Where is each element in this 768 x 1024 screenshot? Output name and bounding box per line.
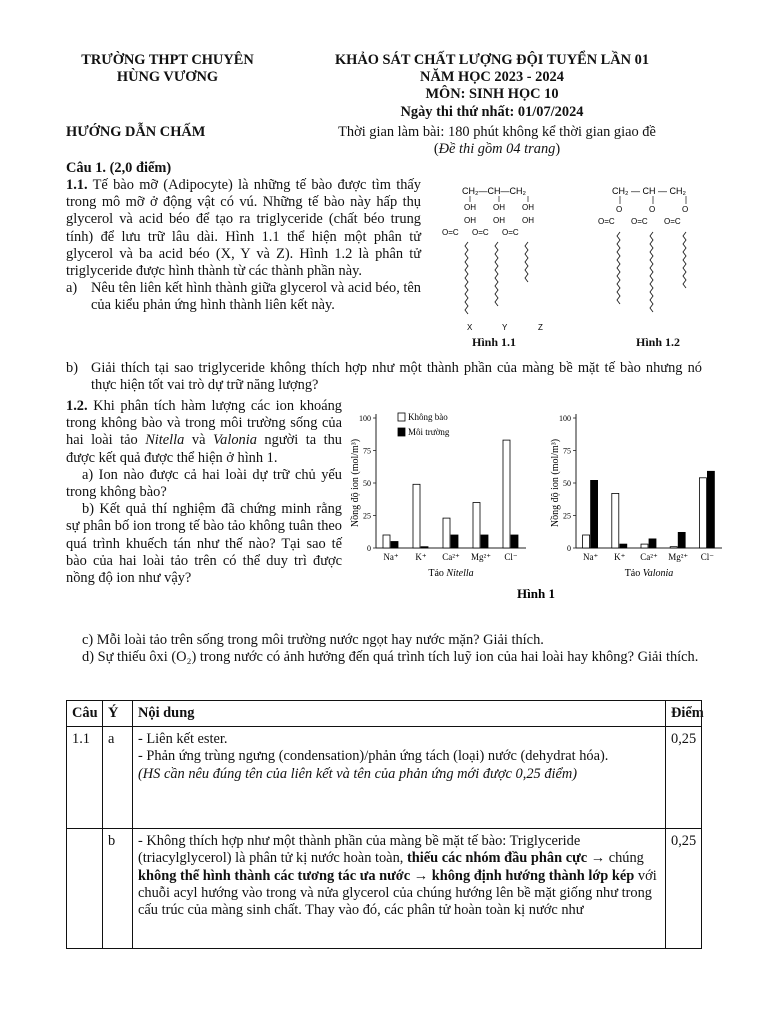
fig12-ester-3: O=C [664,217,681,226]
y-tick-label: 100 [359,414,371,423]
bar-vacuole [473,503,480,549]
y-tick-label: 0 [567,544,571,553]
row2-text-1: - Không thích hợp như một thành phần của màng bề mặt tế bào: Triglyceride (triacylglycerol) là phân tử kị nước hoàn toàn, [138,833,581,867]
legend-label-vacuole: Không bào [408,412,448,422]
y-tick-label: 50 [563,479,571,488]
y-tick-label: 75 [363,446,371,456]
subject: MÔN: SINH HỌC 10 [425,86,559,103]
species-nitella: Nitella [145,432,185,449]
x-tick-label: Ca²⁺ [640,552,658,562]
table-header-row [67,701,702,727]
figure-1-2-caption: Hình 1.2 [636,335,681,349]
question-1-2-c: c) Mỗi loài tảo trên sống trong môi trường nước ngọt hay nước mặn? Giải thích. [82,632,544,648]
bar-vacuole [583,535,590,548]
chart-title: Hình 1 [517,586,555,601]
fig12-ester-1: O=C [598,217,615,226]
header-cau: Câu [67,701,103,727]
x-tick-label: K⁺ [415,552,427,562]
question-1-1-number: 1.1. [66,177,88,193]
option-b-label: b) [66,360,78,376]
fig11-oh-3: OH [522,203,534,212]
row2-content [133,829,666,949]
fig12-glycerol: CH₂ — CH — CH₂ [612,186,686,196]
row2-bold-3: không định hướng thành lớp kép [431,867,635,884]
fig11-oh-5: OH [493,216,505,225]
question-1-2-text-1: Khi phân tích hàm lượng các ion khoáng trong không bào và trong môi trường sống của hai loài tảo [66,398,342,449]
question-1-2-cd [66,632,702,666]
legend-swatch-vacuole [398,413,405,421]
row2-y: b [103,829,133,949]
school-year: NĂM HỌC 2023 - 2024 [420,69,564,86]
row1-score: 0,25 [666,727,702,829]
option-a-label: a) [66,280,78,297]
pages-note-text: Đề thi gồm 04 trang [438,141,556,158]
school-name-line1: TRƯỜNG THPT CHUYÊN [81,52,254,68]
row2-bold-1: thiếu các nhóm đầu phân cực [406,850,588,867]
row1-line1: - Liên kết ester. [138,731,228,748]
question-1-2 [66,398,342,587]
bar-vacuole [443,518,450,548]
fig11-oh-4: OH [464,216,476,225]
question-1-1 [66,177,421,315]
y-tick-label: 50 [363,479,371,488]
exam-title: KHẢO SÁT CHẤT LƯỢNG ĐỘI TUYỂN LẦN 01 [334,52,650,68]
y-tick-label: 25 [363,511,371,521]
row1-cau: 1.1 [67,727,103,829]
bar-vacuole [641,544,648,548]
x-tick-label: Cl⁻ [504,552,518,562]
fig11-cooh-2: O=C [472,228,489,237]
question-1-2-number: 1.2. [66,398,88,414]
bar-environment [391,542,398,549]
question-1-1-b [66,360,702,394]
svg-text:O: O [649,205,656,214]
ion-concentration-chart [346,400,726,606]
bar-environment [591,480,598,548]
question-1-1-body: Tế bào mỡ (Adipocyte) là những tế bào được tìm thấy trong mô mỡ ở động vật có vú. Những tế bào này hấp thụ glycerol và acid béo để tạo ra triglyceride (chất béo trung tính) để lưu trữ lâu dài. Hình 1.1 thể hiện một phân tử glycerol và ba acid béo (X, Y và Z). Hình 1.2 là phân tử triglyceride được hình thành từ các thành phần này. [66,177,421,280]
legend-swatch-environment [398,428,405,436]
bar-vacuole [699,478,706,548]
bar-environment [620,544,627,548]
row2-text-4: với chuỗi acyl hướng vào trong và nửa glycerol của chúng hướng lên bề mặt giống như trong cấu trúc của màng sinh chất. Thay vào đó, các phân tử hoàn toàn kị nước như [138,867,657,919]
duration-block [294,124,700,158]
fig12-acyl-chains [617,232,686,312]
school-block [60,52,275,86]
bar-vacuole [413,484,420,548]
answer-table [66,700,702,949]
row1-y: a [103,727,133,829]
option-a-text: Nêu tên liên kết hình thành giữa glycerol và acid béo, tên của kiểu phản ứng hình thành liên kết này. [91,280,421,314]
x-axis-label: Tảo Nitella [428,568,474,579]
exam-block [292,52,692,121]
x-tick-label: Mg²⁺ [668,552,689,562]
x-axis-species: Valonia [642,568,674,579]
question-1-1-a [66,280,421,314]
row1-note: (HS cần nêu đúng tên của liên kết và tên của phản ứng mới được 0,25 điểm) [138,765,578,782]
species-valonia: Valonia [212,432,257,449]
conj-and: và [191,432,206,449]
legend-label-environment: Môi trường [408,427,450,437]
x-tick-label: Na⁺ [383,552,399,562]
row1-content [133,727,666,829]
header-content: Nội dung [133,701,666,727]
svg-text:O: O [616,205,623,214]
bar-environment [511,535,518,548]
bar-environment [451,535,458,548]
header-score: Điểm [666,701,702,727]
question-1-2-text-2: người ta thu được kết quả được thể hiện ở hình 1. [66,432,342,466]
fig11-label-x: X [467,323,473,332]
bar-vacuole [612,493,619,548]
row2-score: 0,25 [666,829,702,949]
fig11-oh-1: OH [464,203,476,212]
bar-environment [421,547,428,548]
bar-vacuole [670,547,677,548]
option-b-row [66,360,702,394]
fig11-cooh-1: O=C [442,228,459,237]
row2-text-3: → [410,867,432,884]
question-1-2-b: b) Kết quả thí nghiệm đã chứng minh rằng sự phân bố ion trong tế bào tảo không tuân theo quá trình khuếch tán như thế nào? Tại sao tế bào của hai loài tảo trên có thể duy trì được nồng độ ion như vậy? [66,501,342,587]
y-tick-label: 0 [367,544,371,553]
figure-1-2 [598,180,708,340]
fig11-fatty-acid-chains [465,242,528,314]
y-tick-label: 100 [559,414,571,423]
fig11-oh-2: OH [493,203,505,212]
x-axis-species: Nitella [446,568,474,579]
x-tick-label: Cl⁻ [700,552,715,562]
x-tick-label: K⁺ [614,552,626,562]
svg-text:O: O [682,205,689,214]
row1-line2: - Phản ứng trùng ngưng (condensation)/phản ứng tách (loại) nước (dehydrat hóa). [138,748,609,765]
y-tick-label: 75 [563,446,571,456]
fig11-label-z: Z [538,323,543,332]
x-tick-label: Na⁺ [582,552,599,562]
figure-1-1-caption: Hình 1.1 [472,335,517,349]
row2-text-2: → chúng [587,850,644,867]
x-axis-label: Tảo Valonia [624,568,674,579]
fig11-oh-6: OH [522,216,534,225]
bar-environment [481,535,488,548]
y-tick-label: 25 [563,511,571,521]
pages-note: (Đề thi gồm 04 trang) [433,141,561,158]
guide-heading: HƯỚNG DẪN CHẤM [66,124,206,140]
question-1-1-text [66,177,421,280]
fig12-ester-2: O=C [631,217,648,226]
row2-bold-2: không thể hình thành các tương tác ưa nước [138,867,411,884]
y-axis-label: Nồng độ ion (mol/m³) [550,438,561,528]
question-1-2-d: d) Sự thiếu ôxi (O₂) trong nước có ảnh hưởng đến quá trình tích luỹ ion của hai loài hay không? Giải thích. [82,649,699,666]
bar-environment [707,471,714,548]
question-1-title: Câu 1. (2,0 điểm) [66,160,172,176]
question-1-2-intro [66,398,342,467]
bar-environment [678,532,685,548]
exam-date: Ngày thi thứ nhất: 01/07/2024 [400,103,584,120]
bar-environment [649,539,656,548]
fig11-cooh-3: O=C [502,228,519,237]
y-axis-label: Nồng độ ion (mol/m³) [350,438,361,528]
bar-vacuole [383,535,390,548]
fig11-label-y: Y [502,323,508,332]
header-y: Ý [103,701,133,727]
duration-text: Thời gian làm bài: 180 phút không kể thời gian giao đề [338,124,656,140]
bar-vacuole [503,440,510,548]
table-row [67,727,702,829]
x-tick-label: Mg²⁺ [471,552,491,562]
option-b-text: Giải thích tại sao triglyceride không thích hợp như một thành phần của màng bề mặt tế bào nhưng nó thực hiện tốt vai trò dự trữ năng lượng? [91,360,702,394]
x-tick-label: Ca²⁺ [442,552,460,562]
fig11-glycerol: CH₂—CH—CH₂ [462,186,526,196]
table-row [67,829,702,949]
question-1-2-a: a) Ion nào được cả hai loài dự trữ chủ yếu trong không bào? [66,466,342,501]
figure-1-1 [436,180,576,340]
row2-cau [67,829,103,949]
school-name-line2: HÙNG VƯƠNG [116,69,219,86]
